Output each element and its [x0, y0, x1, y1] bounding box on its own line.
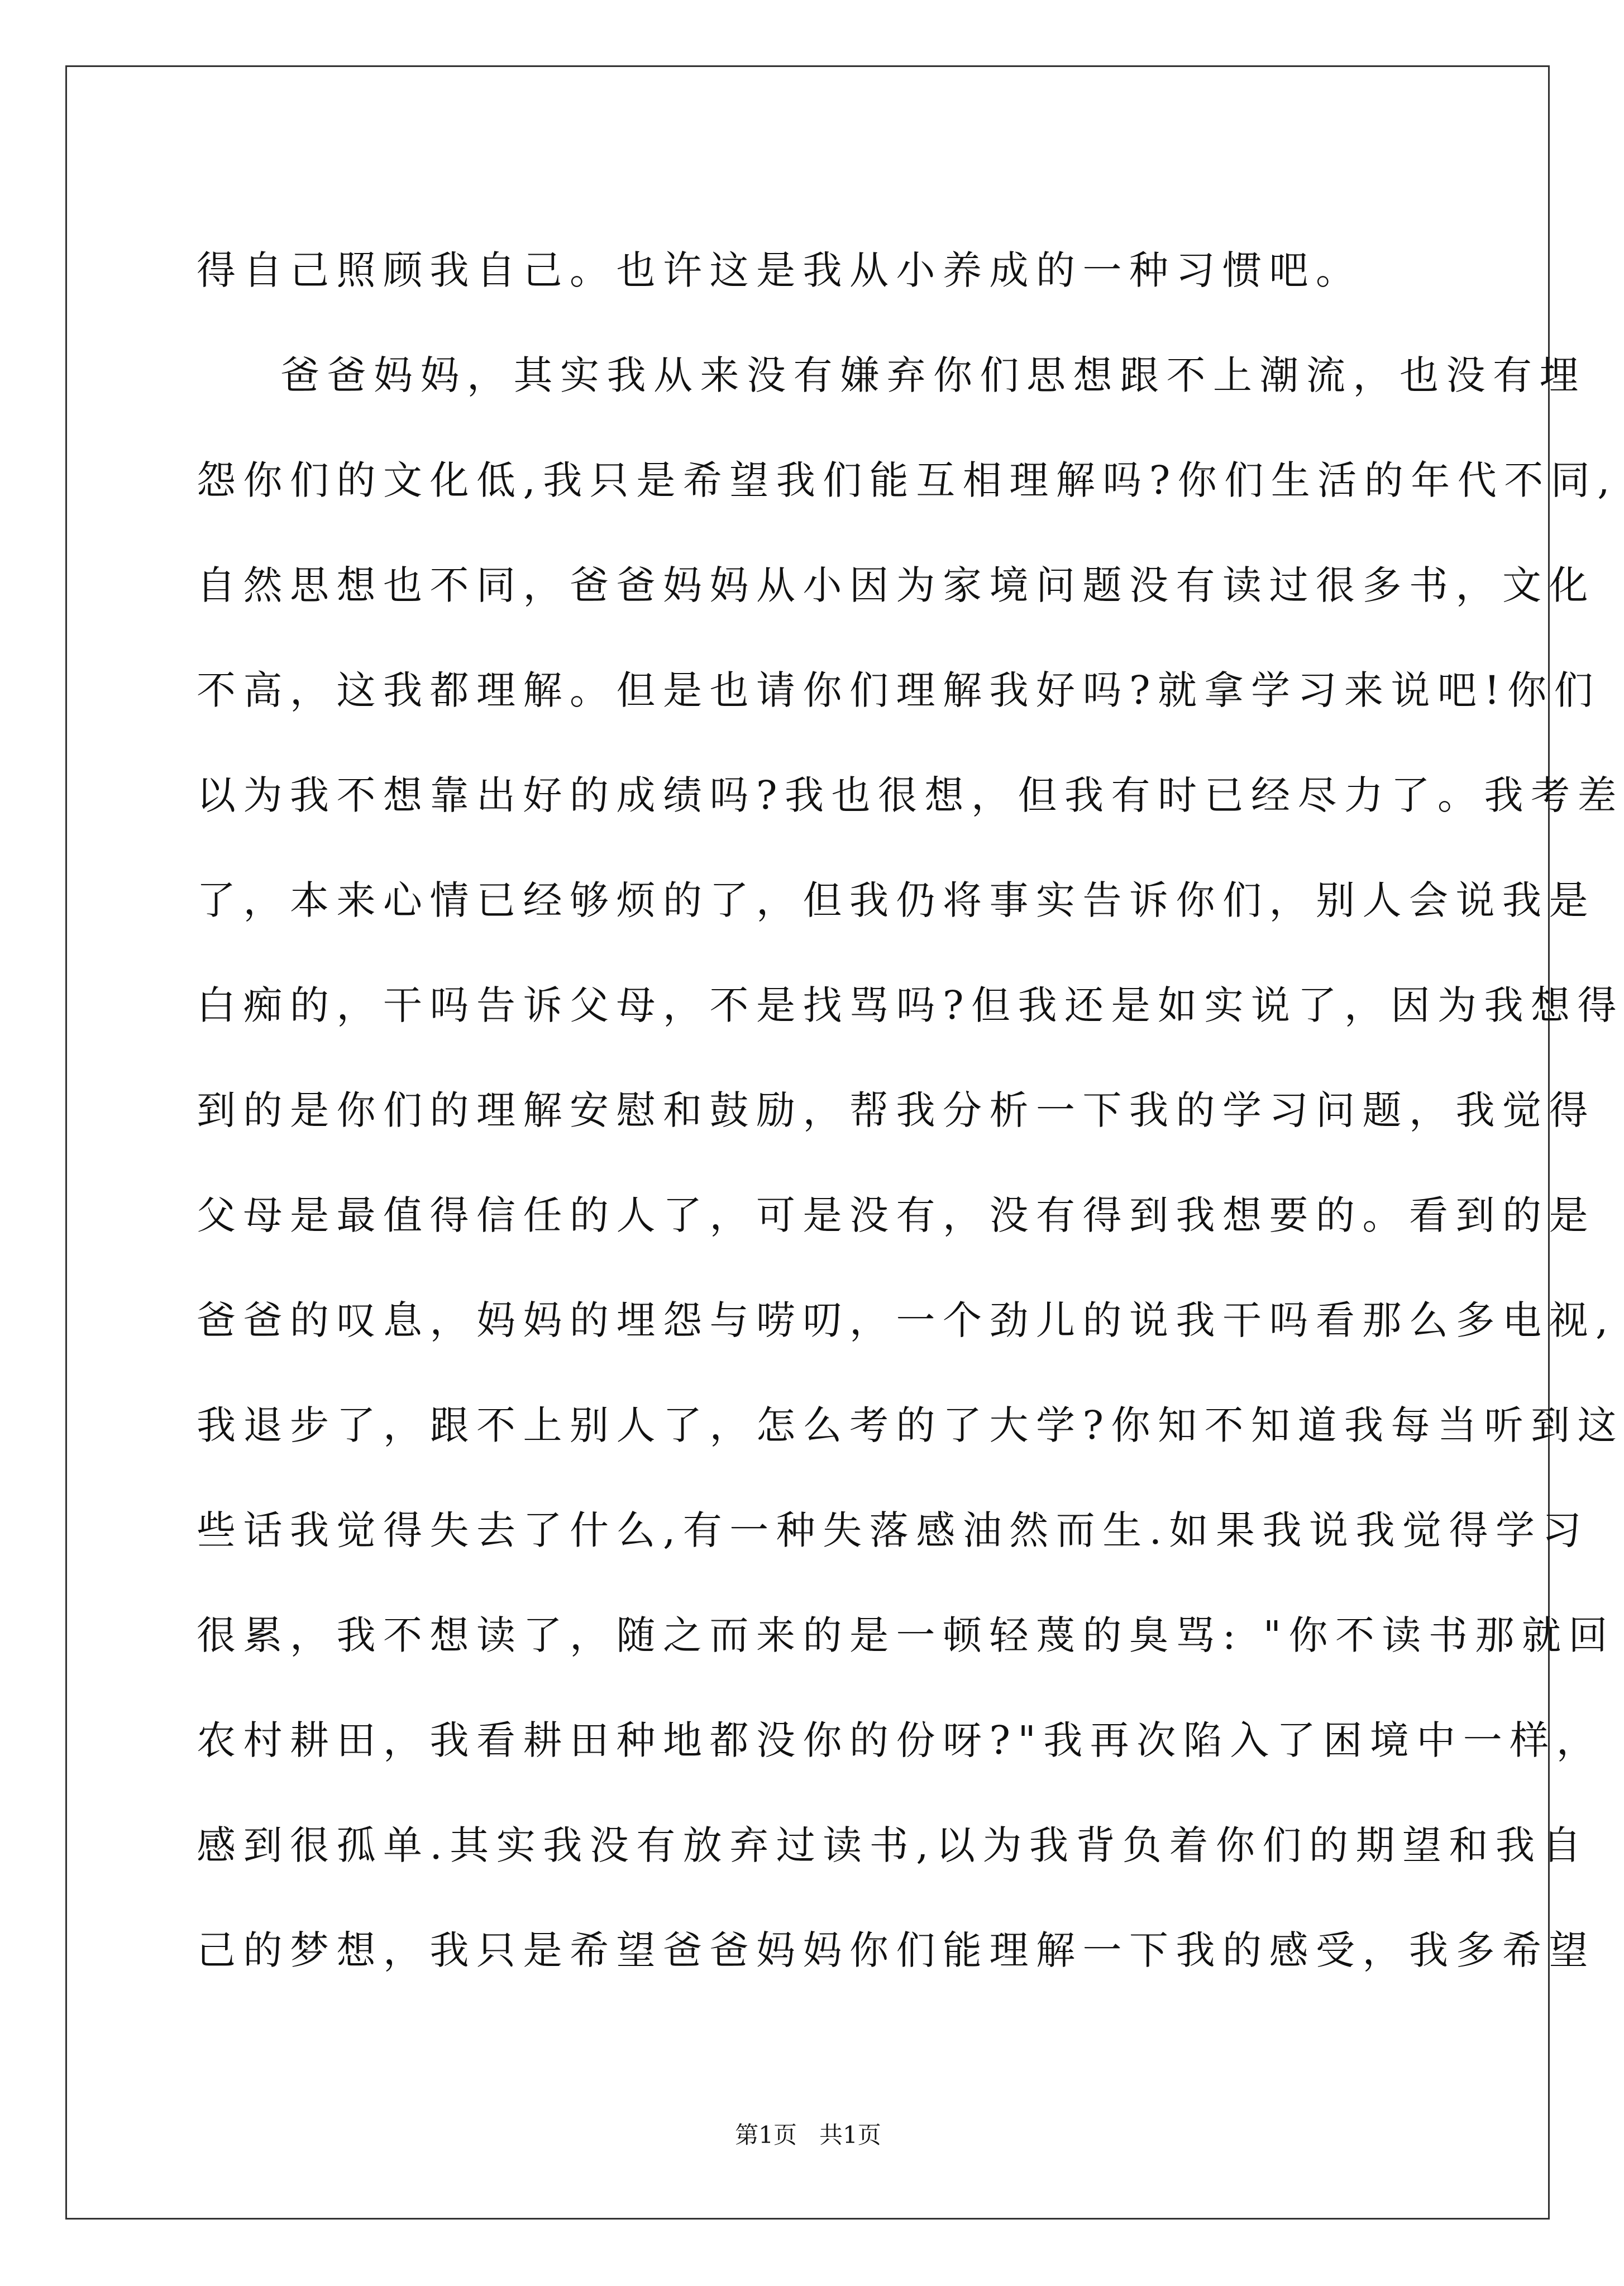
- page-number-footer: 第1页 共1页: [735, 2121, 881, 2149]
- text-line: 爸爸的叹息，妈妈的埋怨与唠叨，一个劲儿的说我干吗看那么多电视,: [197, 1297, 1616, 1343]
- text-line: 农村耕田，我看耕田种地都没你的份呀?"我再次陷入了困境中一样，: [197, 1717, 1603, 1763]
- text-line: 爸爸妈妈，其实我从来没有嫌弃你们思想跟不上潮流，也没有埋: [280, 352, 1586, 398]
- text-line: 以为我不想靠出好的成绩吗?我也很想，但我有时已经尽力了。我考差: [197, 772, 1624, 818]
- text-line: 些话我觉得失去了什么,有一种失落感油然而生.如果我说我觉得学习: [197, 1507, 1589, 1553]
- text-line: 我退步了，跟不上别人了，怎么考的了大学?你知不知道我每当听到这: [197, 1402, 1624, 1448]
- document-body: [197, 218, 1624, 2003]
- text-line: 白痴的，干吗告诉父母，不是找骂吗?但我还是如实说了，因为我想得: [197, 982, 1624, 1028]
- text-line: 自然思想也不同，爸爸妈妈从小因为家境问题没有读过很多书，文化: [197, 562, 1596, 608]
- text-line: 父母是最值得信任的人了，可是没有，没有得到我想要的。看到的是: [197, 1192, 1596, 1238]
- text-line: 不高，这我都理解。但是也请你们理解我好吗?就拿学习来说吧!你们: [197, 667, 1601, 713]
- text-line: 己的梦想，我只是希望爸爸妈妈你们能理解一下我的感受，我多希望: [197, 1927, 1596, 1973]
- text-line: 了，本来心情已经够烦的了，但我仍将事实告诉你们，别人会说我是: [197, 877, 1596, 923]
- text-line: 很累，我不想读了，随之而来的是一顿轻蔑的臭骂: "你不读书那就回: [197, 1612, 1616, 1658]
- text-line: 得自己照顾我自己。也许这是我从小养成的一种习惯吧。: [197, 247, 1363, 293]
- text-line: 到的是你们的理解安慰和鼓励，帮我分析一下我的学习问题，我觉得: [197, 1087, 1596, 1133]
- text-line: 怨你们的文化低,我只是希望我们能互相理解吗?你们生活的年代不同,: [197, 457, 1618, 503]
- text-line: 感到很孤单.其实我没有放弃过读书,以为我背负着你们的期望和我自: [197, 1822, 1589, 1868]
